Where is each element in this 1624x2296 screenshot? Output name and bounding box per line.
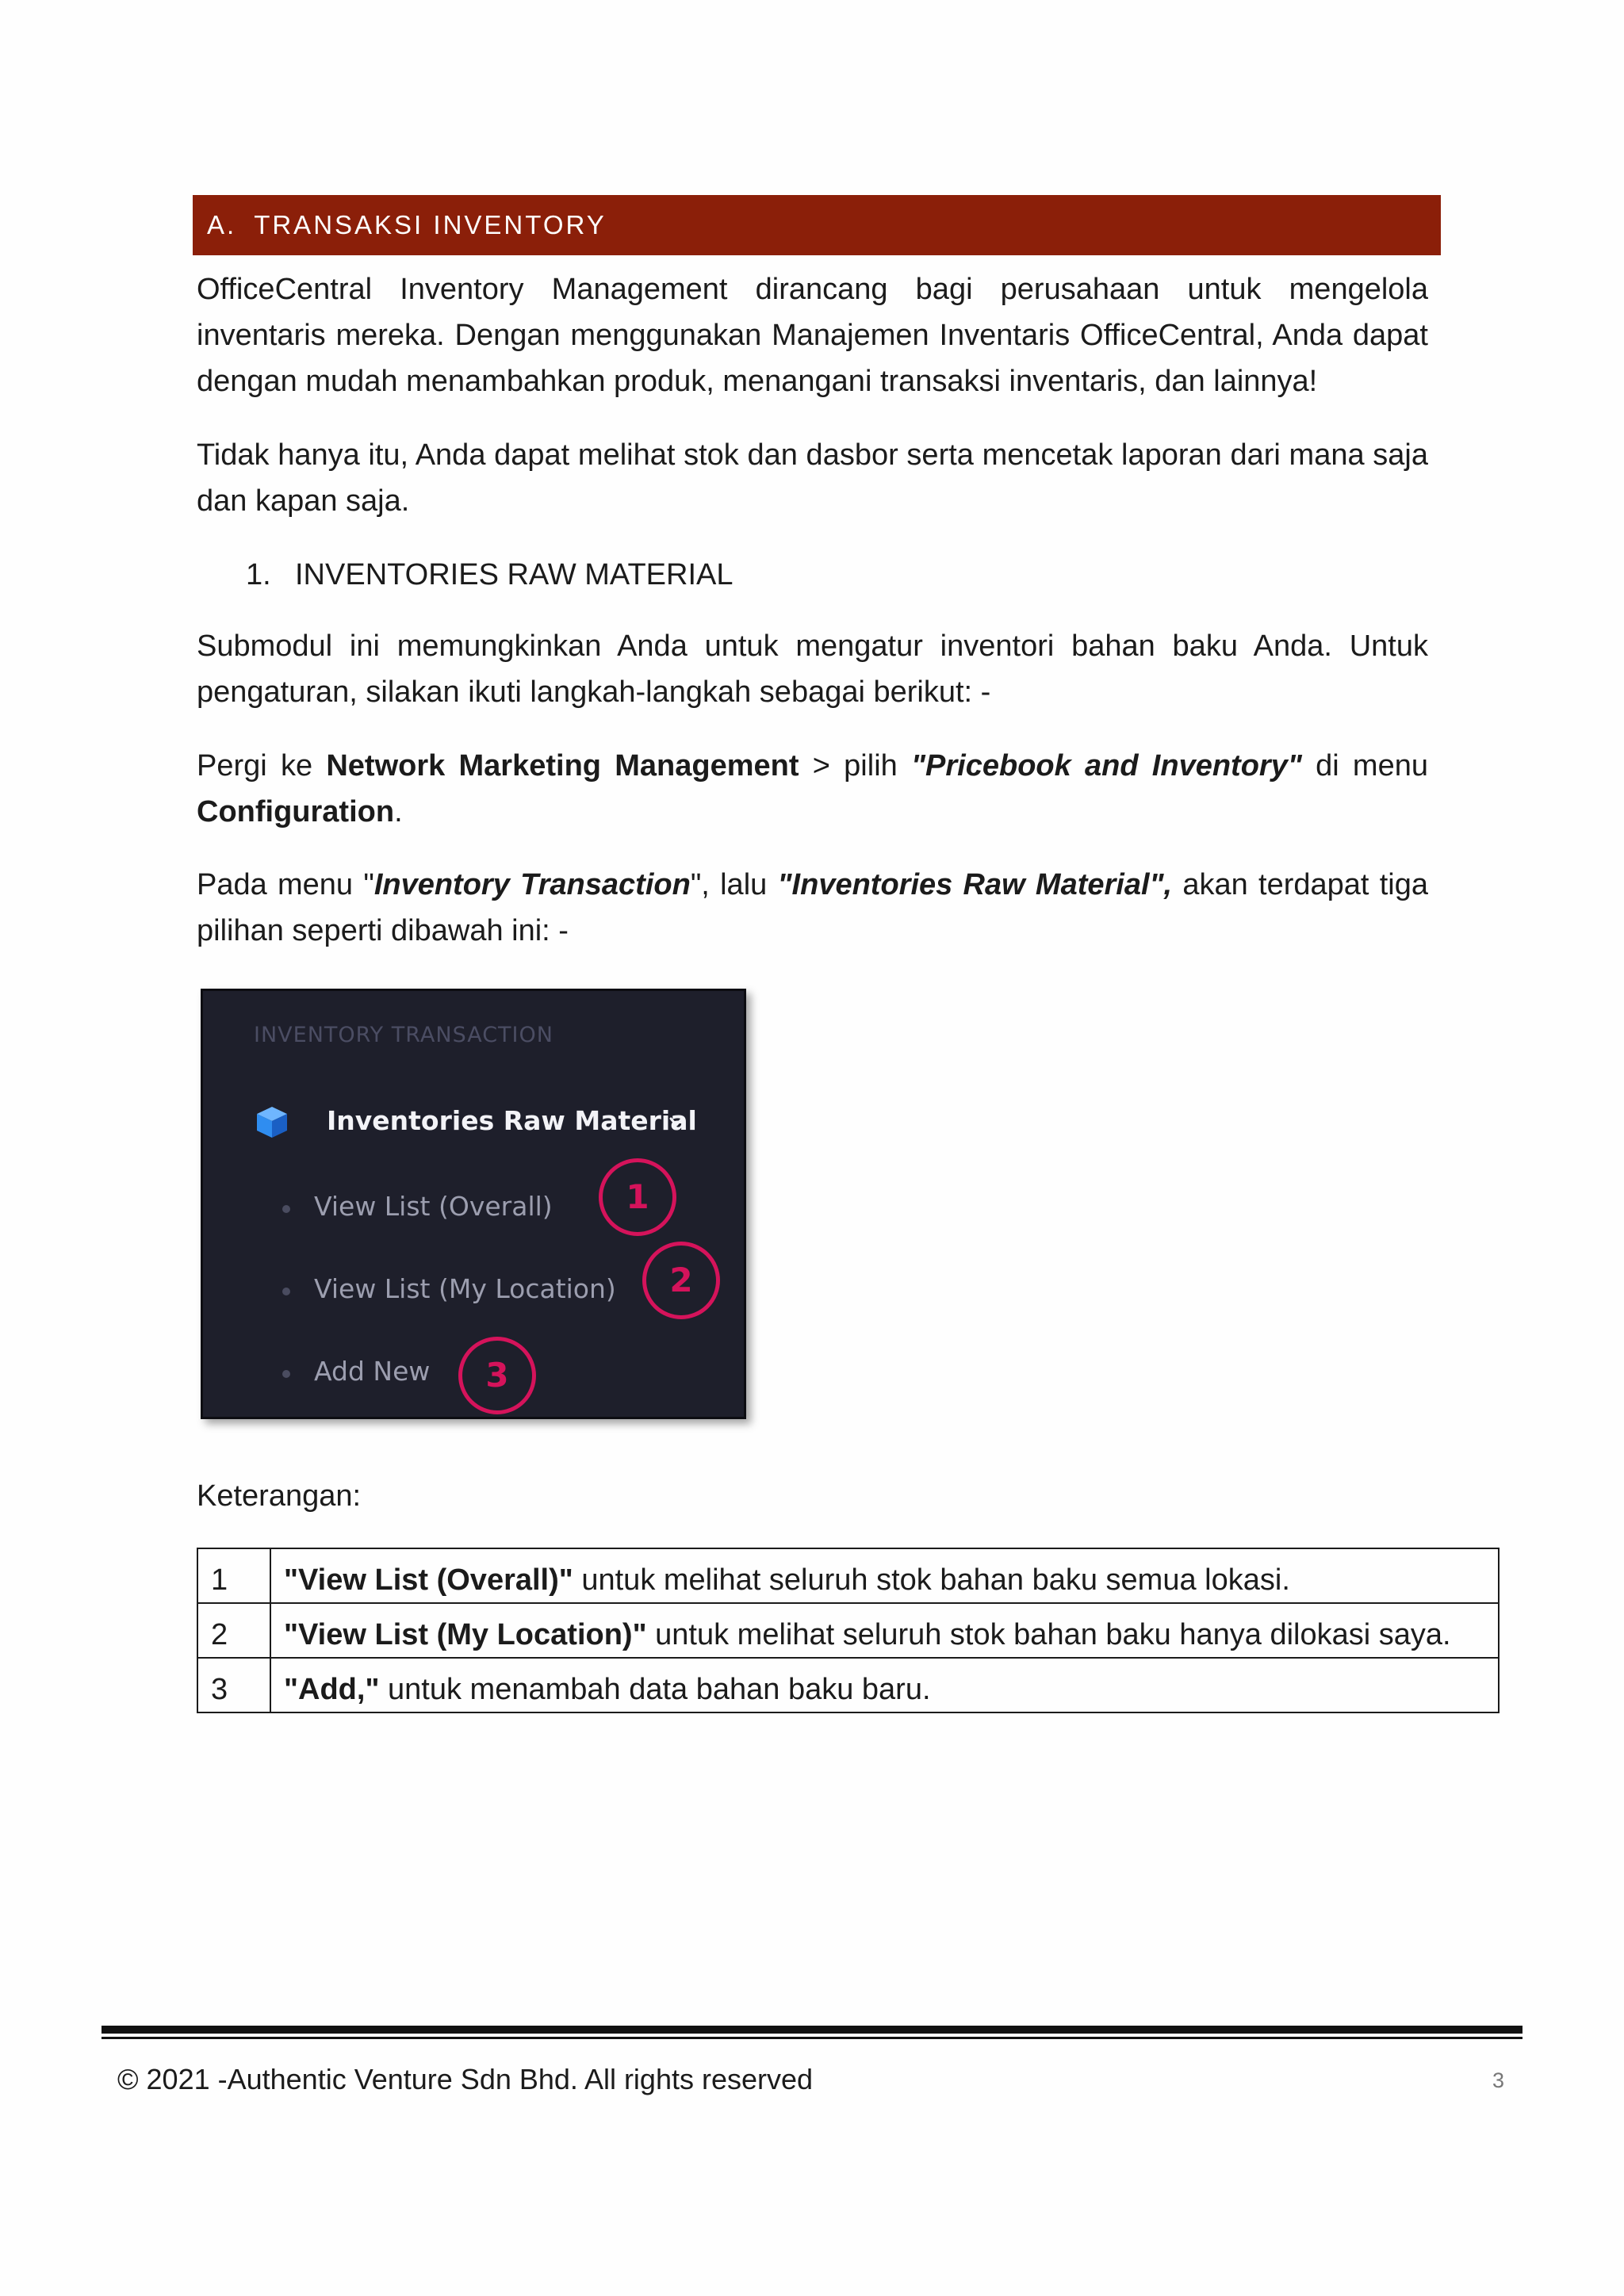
row-description [270, 1658, 1499, 1712]
keterangan-label: Keterangan: [197, 1479, 362, 1513]
section-title: TRANSAKSI INVENTORY [254, 210, 607, 239]
text-span: ", lalu [690, 868, 778, 901]
row-bold-label: "View List (Overall)" [284, 1563, 573, 1597]
row-number: 3 [197, 1658, 270, 1712]
footer-copyright: © 2021 -Authentic Venture Sdn Bhd. All rights reserved [117, 2063, 814, 2095]
footer-divider [102, 2026, 1522, 2034]
row-bold-label: "View List (My Location)" [284, 1618, 647, 1651]
menu-parent-label: Inventories Raw Material [327, 1105, 697, 1136]
row-number: 2 [197, 1603, 270, 1658]
row-text: untuk melihat seluruh stok bahan baku semua lokasi. [573, 1563, 1290, 1597]
text-span: akan terdapat tiga pilihan seperti dibawah ini: - [197, 868, 1429, 947]
footer-divider-thin [102, 2037, 1522, 2039]
page-number: 3 [1492, 2068, 1505, 2092]
numbered-list-item [246, 552, 733, 598]
bold-italic-text: "Inventories Raw Material", [777, 868, 1173, 901]
row-text: untuk melihat seluruh stok bahan baku hanya dilokasi saya. [646, 1618, 1451, 1651]
row-number: 1 [197, 1548, 270, 1603]
menu-section-title: INVENTORY TRANSACTION [254, 1023, 553, 1047]
menu-item-label: View List (My Location) [314, 1273, 616, 1304]
text-span: Pergi ke [197, 749, 327, 783]
text-span: . [394, 795, 403, 828]
text-span: Pada menu " [197, 868, 374, 901]
bold-text: Network Marketing Management [326, 749, 799, 783]
table-row [197, 1548, 1499, 1603]
navigation-paragraph [197, 743, 1428, 835]
annotation-badge-3: 3 [458, 1337, 536, 1414]
text-span: > pilih [799, 749, 912, 783]
list-number: 1. [246, 558, 271, 591]
bullet-dot [282, 1370, 290, 1378]
intro-paragraph: OfficeCentral Inventory Management dirancang bagi perusahaan untuk mengelola inventaris mereka. Dengan menggunakan Manajemen Inventaris OfficeCentral, Anda dapat dengan mudah menambahkan produk, menangani transaksi inventaris, dan lainnya! [197, 273, 1428, 398]
row-bold-label: "Add," [284, 1673, 380, 1706]
bold-italic-text: "Pricebook and Inventory" [911, 749, 1302, 783]
row-description [270, 1603, 1499, 1658]
menu-paragraph [197, 862, 1428, 954]
chevron-down-icon[interactable] [666, 1112, 687, 1132]
section-header [193, 195, 1441, 255]
table-row [197, 1658, 1499, 1712]
annotation-badge-1: 1 [599, 1158, 676, 1236]
annotation-badge-2: 2 [642, 1242, 720, 1319]
bold-italic-text: Inventory Transaction [373, 868, 691, 901]
menu-item-label: Add New [314, 1356, 431, 1387]
text-span: di menu [1301, 749, 1428, 783]
menu-parent-inventories-raw-material[interactable] [254, 1102, 698, 1142]
cube-icon [254, 1104, 290, 1140]
section-number: A. [207, 210, 237, 239]
bullet-dot [282, 1288, 290, 1295]
menu-item-label: View List (Overall) [314, 1191, 553, 1222]
submodule-paragraph: Submodul ini memungkinkan Anda untuk mengatur inventori bahan baku Anda. Untuk pengaturan, silakan ikuti langkah-langkah sebagai berikut: - [197, 629, 1428, 709]
bullet-dot [282, 1205, 290, 1213]
row-description [270, 1548, 1499, 1603]
table-row [197, 1603, 1499, 1658]
second-paragraph: Tidak hanya itu, Anda dapat melihat stok dan dasbor serta mencetak laporan dari mana saja dan kapan saja. [197, 438, 1428, 518]
list-label: INVENTORIES RAW MATERIAL [295, 558, 733, 591]
row-text: untuk menambah data bahan baku baru. [379, 1673, 931, 1706]
menu-item-view-list-my-location[interactable] [282, 1272, 695, 1311]
bold-text: Configuration [197, 795, 395, 828]
legend-table [197, 1548, 1500, 1713]
menu-screenshot [201, 989, 746, 1419]
